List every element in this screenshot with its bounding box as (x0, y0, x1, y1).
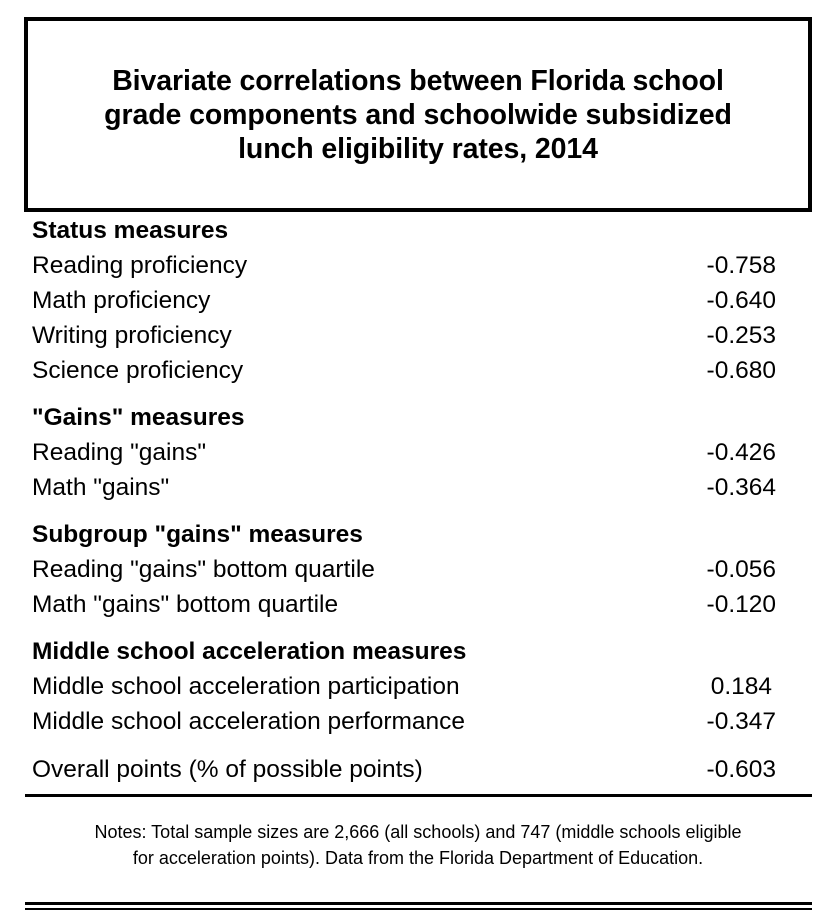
row-label: Middle school acceleration performance (32, 708, 466, 735)
section-heading: Status measures (32, 217, 229, 244)
section-spacer (32, 622, 782, 635)
row-value: -0.640 (706, 287, 776, 314)
row-value: -0.120 (706, 591, 776, 618)
row-label: Reading proficiency (32, 252, 248, 279)
correlation-table (32, 214, 782, 787)
table-row (32, 435, 782, 470)
row-label: Math "gains" bottom quartile (32, 591, 339, 618)
row-value: 0.184 (710, 673, 772, 700)
row-value: -0.364 (706, 474, 776, 501)
table-bottom-rule (25, 794, 812, 797)
title-box (24, 17, 812, 212)
section-subgroup-gains-measures (32, 518, 782, 622)
notes-line-1: Notes: Total sample sizes are 2,666 (all schools) and 747 (middle schools eligible (94, 822, 742, 842)
row-label: Reading "gains" (32, 439, 207, 466)
row-label: Math "gains" (32, 474, 170, 501)
double-rule-bottom (25, 908, 812, 910)
overall-value: -0.603 (706, 756, 776, 783)
table-row (32, 248, 782, 283)
table-notes (24, 819, 812, 871)
overall-label: Overall points (% of possible points) (32, 756, 423, 783)
row-value: -0.253 (706, 322, 776, 349)
row-value: -0.347 (706, 708, 776, 735)
row-label: Science proficiency (32, 357, 244, 384)
notes-line-2: for acceleration points). Data from the Florida Department of Education. (132, 848, 704, 868)
row-value: -0.426 (706, 439, 776, 466)
row-value: -0.758 (706, 252, 776, 279)
row-label: Reading "gains" bottom quartile (32, 556, 375, 583)
section-heading: "Gains" measures (32, 404, 245, 431)
section-spacer (32, 505, 782, 518)
table-row (32, 704, 782, 739)
section-middle-school-acceleration (32, 635, 782, 739)
section-heading: Subgroup "gains" measures (32, 521, 363, 548)
row-label: Math proficiency (32, 287, 211, 314)
title-line-1: Bivariate correlations between Florida school (112, 64, 724, 97)
table-row (32, 552, 782, 587)
title-line-2: grade components and schoolwide subsidized (104, 98, 732, 131)
table-row (32, 318, 782, 353)
table-title (104, 64, 732, 166)
section-heading: Middle school acceleration measures (32, 638, 467, 665)
row-label: Writing proficiency (32, 322, 232, 349)
table-row (32, 587, 782, 622)
row-label: Middle school acceleration participation (32, 673, 460, 700)
table-row (32, 283, 782, 318)
overall-row (32, 752, 782, 787)
table-row (32, 470, 782, 505)
table-row (32, 669, 782, 704)
row-value: -0.056 (706, 556, 776, 583)
double-rule-top (25, 902, 812, 905)
section-spacer (32, 739, 782, 752)
section-spacer (32, 388, 782, 401)
row-value: -0.680 (706, 357, 776, 384)
table-row (32, 353, 782, 388)
section-status-measures (32, 214, 782, 388)
title-line-3: lunch eligibility rates, 2014 (238, 132, 598, 165)
section-gains-measures (32, 401, 782, 505)
